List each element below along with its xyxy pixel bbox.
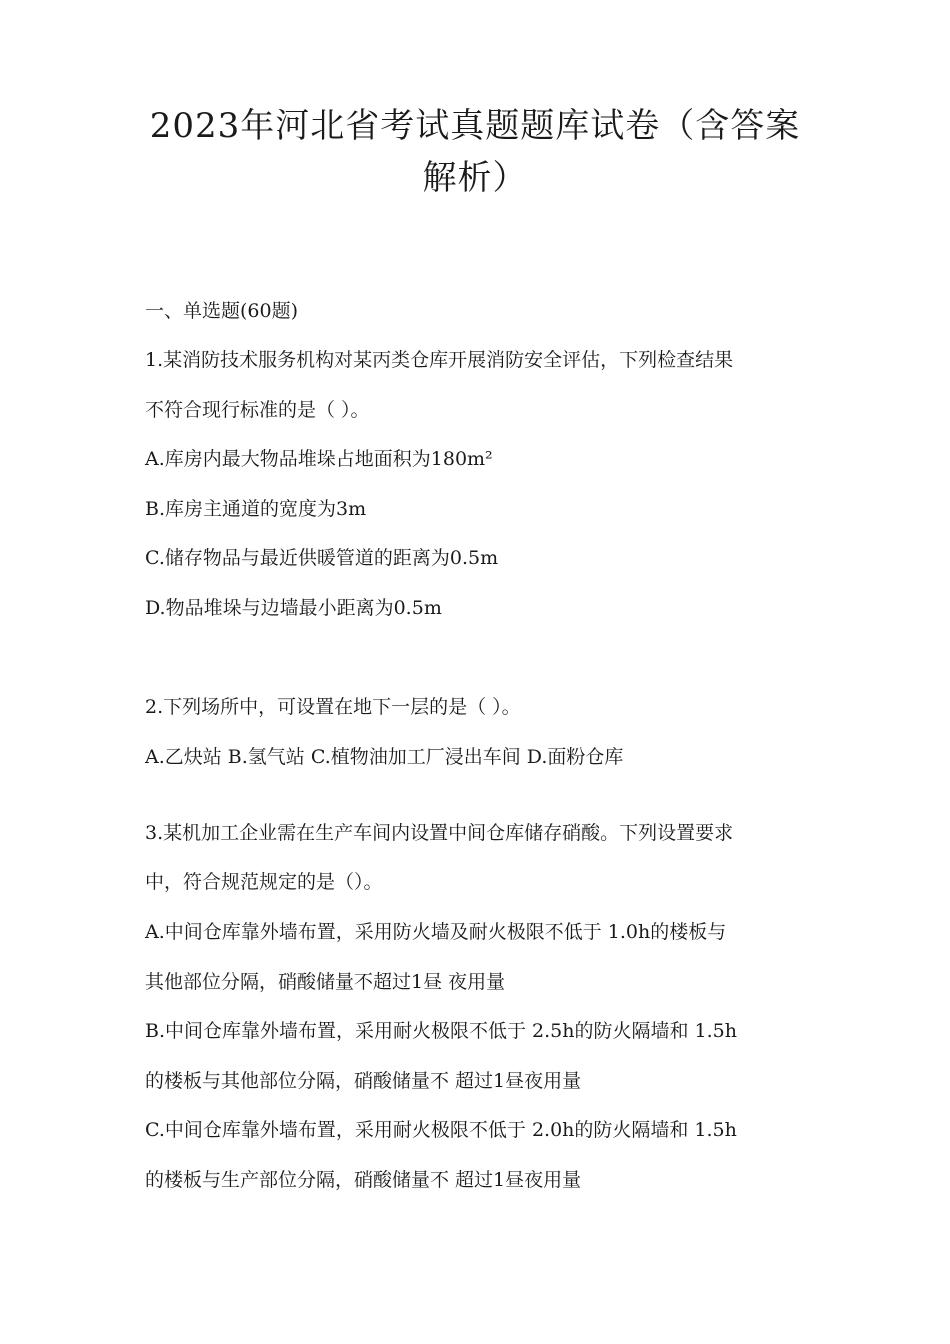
question-3-option-b-line-2: 的楼板与其他部位分隔，硝酸储量不 超过1昼夜用量 (145, 1070, 582, 1092)
question-3-option-c-line-2: 的楼板与生产部位分隔，硝酸储量不 超过1昼夜用量 (145, 1169, 582, 1191)
question-2-stem: 2.下列场所中，可设置在地下一层的是（ ）。 (145, 696, 521, 718)
question-3-stem-line-1: 3.某机加工企业需在生产车间内设置中间仓库储存硝酸。下列设置要求 (145, 822, 734, 844)
question-3-option-a-line-1: A.中间仓库靠外墙布置，采用防火墙及耐火极限不低于 1.0h的楼板与 (145, 921, 727, 943)
question-3-stem-line-2: 中，符合规范规定的是（）。 (145, 871, 383, 893)
document-title (100, 100, 850, 204)
question-1-option-a: A.库房内最大物品堆垛占地面积为180m² (145, 448, 493, 470)
question-3-option-b-line-1: B.中间仓库靠外墙布置，采用耐火极限不低于 2.5h的防火隔墙和 1.5h (145, 1020, 737, 1042)
question-1-option-c: C.储存物品与最近供暖管道的距离为0.5m (145, 547, 499, 569)
section-heading: 一、单选题(60题) (145, 300, 299, 322)
title-line-1: 2023年河北省考试真题题库试卷（含答案 (149, 106, 801, 146)
question-3-option-a-line-2: 其他部位分隔，硝酸储量不超过1昼 夜用量 (145, 971, 506, 993)
question-2-options: A.乙炔站 B.氢气站 C.植物油加工厂浸出车间 D.面粉仓库 (145, 746, 624, 768)
question-1-option-b: B.库房主通道的宽度为3m (145, 498, 367, 520)
question-1-stem-line-1: 1.某消防技术服务机构对某丙类仓库开展消防安全评估，下列检查结果 (145, 349, 734, 371)
question-1-option-d: D.物品堆垛与边墙最小距离为0.5m (145, 597, 442, 619)
question-1-stem-line-2: 不符合现行标准的是（ ）。 (145, 399, 370, 421)
question-3-option-c-line-1: C.中间仓库靠外墙布置，采用耐火极限不低于 2.0h的防火隔墙和 1.5h (145, 1119, 737, 1141)
title-line-2: 解析） (422, 158, 528, 198)
